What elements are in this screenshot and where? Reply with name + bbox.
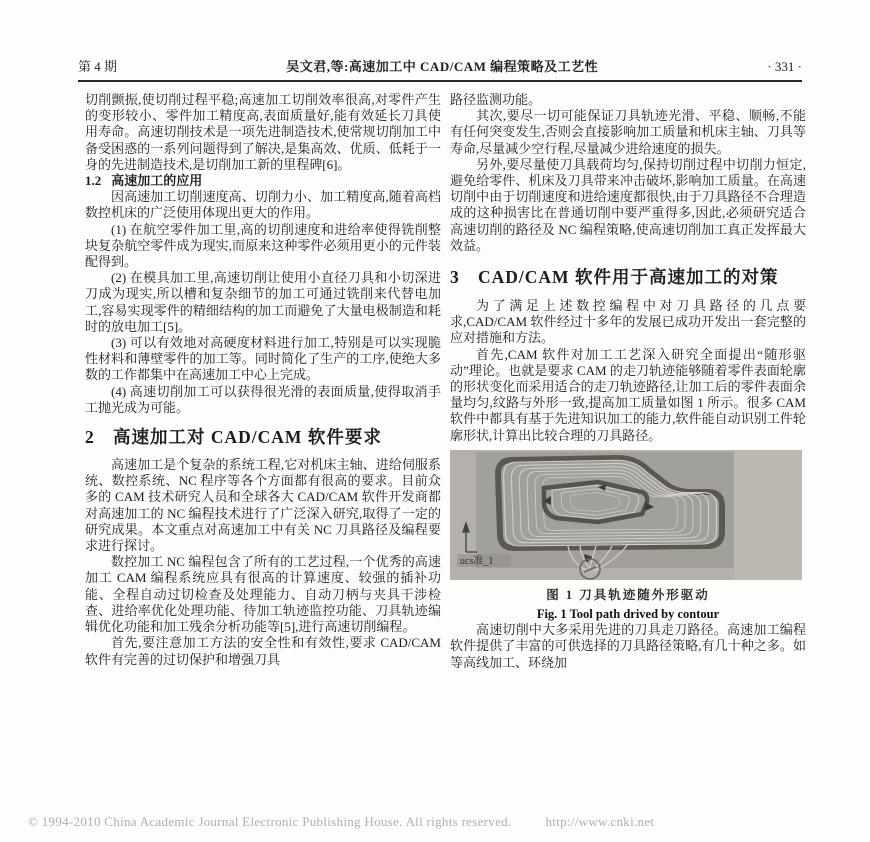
- section-heading-3: [450, 266, 796, 288]
- paragraph: 切削颤振,使切削过程平稳;高速加工切削效率很高,对零件产生的变形较小、零件加工精度高,表面质量好,能有效延长刀具使用寿命。高速切削技术是一项先进制造技术,使常规切削加工中备受困惑的一系列问题得到了解决,是集高效、优质、低耗于一身的先进制造技术,是切削加工新的里程碑[6]。: [85, 92, 441, 172]
- ucs-label: ucs准_1: [460, 555, 494, 567]
- issue-number: 第 4 期: [78, 59, 118, 74]
- section-number: 3: [450, 267, 460, 288]
- section-number: 2: [85, 427, 95, 448]
- list-item-1: (1) 在航空零件加工里,高的切削速度和进给率使得铣削整块复杂航空零件成为现实,而原来这种零件必须用更小的元件装配得到。: [85, 221, 441, 270]
- paragraph: 为了满足上述数控编程中对刀具路径的几点要求,CAD/CAM 软件经过十多年的发展已成功开发出一套完整的应对措施和方法。: [450, 298, 806, 346]
- paragraph: 首先,要注意加工方法的安全性和有效性,要求 CAD/CAM 软件有完善的过切保护和增强刀具: [85, 635, 441, 667]
- paragraph: 首先,CAM 软件对加工工艺深入研究全面提出“随形驱动”理论。也就是要求 CAM 的走刀轨迹能够随着零件表面轮廓的形状变化而采用适合的走刀轨迹路径,让加工后的零件表面余量均匀,纹路与外形一致,提高加工质量如图 1 所示。很多 CAM 软件中都具有基于先进知识加工的能力,软件能自动识别工件轮廓形状,计算出比较合理的刀具路径。: [450, 346, 806, 443]
- paragraph: 高速切削中大多采用先进的刀具走刀路径。高速加工编程软件提供了丰富的可供选择的刀具路径策略,有几十种之多。如等高线加工、环绕加: [450, 622, 806, 670]
- figure-caption-en: Fig. 1 Tool path drived by contour: [536, 607, 720, 622]
- running-title: 吴文君,等:高速加工中 CAD/CAM 编程策略及工艺性: [286, 59, 599, 74]
- section-heading-2: [85, 426, 441, 448]
- toolpath-image: [450, 450, 802, 580]
- copyright-text: © 1994-2010 China Academic Journal Electronic Publishing House. All rights reserved.: [28, 814, 512, 829]
- list-item-4: (4) 高速切削加工可以获得很光滑的表面质量,使得取消手工抛光成为可能。: [85, 383, 441, 415]
- subsection-heading-1-2: [85, 173, 441, 189]
- page-header: [78, 56, 802, 75]
- right-column: [450, 92, 806, 671]
- paragraph: 因高速加工切削速度高、切削力小、加工精度高,随着高档数控机床的广泛使用体现出更大的作用。: [85, 189, 441, 221]
- paragraph: 路径监测功能。: [450, 92, 542, 107]
- paragraph: 数控加工 NC 编程包含了所有的工艺过程,一个优秀的高速加工 CAM 编程系统应具有很高的计算速度、较强的插补功能、全程自动过切检查及处理能力、自动刀柄与夹具干涉检查、进给率优化处理功能、待加工轨迹监控功能、刀具轨迹编辑优化功能和加工残余分析功能等[5],进行高速切削编程。: [85, 554, 441, 635]
- cnki-url: http://www.cnki.net: [545, 814, 655, 829]
- subsection-title: 高速加工的应用: [111, 173, 203, 189]
- paragraph: 其次,要尽一切可能保证刀具轨迹光滑、平稳、顺畅,不能有任何突变发生,否则会直接影响加工质量和机床主轴、刀具等寿命,尽量减少空行程,尽量减少进给速度的损失。: [450, 108, 806, 156]
- section-title: CAD/CAM 软件用于高速加工的对策: [478, 267, 779, 288]
- paragraph: 另外,要尽量使刀具载荷均匀,保持切削过程中切削力恒定,避免给零件、机床及刀具带来冲击破坏,影响加工质量。在高速切削中由于切削速度和进给速度都很快,由于刀具路径不合理造成的这种损害比在普通切削中要严重得多,因此,必须研究适合高速切削的路径及 NC 编程策略,使高速切削加工真正发挥最大效益。: [450, 156, 806, 253]
- figure-1: [450, 450, 806, 622]
- subsection-number: 1.2: [85, 173, 102, 189]
- paragraph: 高速加工是个复杂的系统工程,它对机床主轴、进给伺服系统、数控系统、NC 程序等各个方面都有很高的要求。目前众多的 CAM 技术研究人员和全球各大 CAD/CAM 软件开发商都对高速加工的 NC 编程技术进行了广泛深入研究,取得了一定的研究成果。本文重点对高速加工中有关 NC 刀具路径及编程要求进行探讨。: [85, 457, 441, 554]
- left-column: [85, 92, 441, 668]
- island-outline: [544, 482, 647, 522]
- scan-light-edge: [734, 450, 802, 580]
- page-number: · 331 ·: [767, 59, 802, 74]
- list-item-3: (3) 可以有效地对高硬度材料进行加工,特别是可以实现脆性材料和薄壁零件的加工等。同时简化了生产的工序,使绝大多数的工作都集中在高速加工中心上完成。: [85, 335, 441, 383]
- header-rule: [78, 80, 802, 82]
- section-title: 高速加工对 CAD/CAM 软件要求: [113, 427, 382, 448]
- list-item-2: (2) 在模具加工里,高速切削让使用小直径刀具和小切深进刀成为现实,所以槽和复杂细节的加工可通过铣削来代替电加工,容易实现零件的精细结构的加工而避免了大量电极制造和耗时的放电加工[5]。: [85, 270, 441, 334]
- figure-caption-cn: 图 1 刀具轨迹随外形驱动: [546, 587, 710, 602]
- copyright-footer: [28, 814, 842, 830]
